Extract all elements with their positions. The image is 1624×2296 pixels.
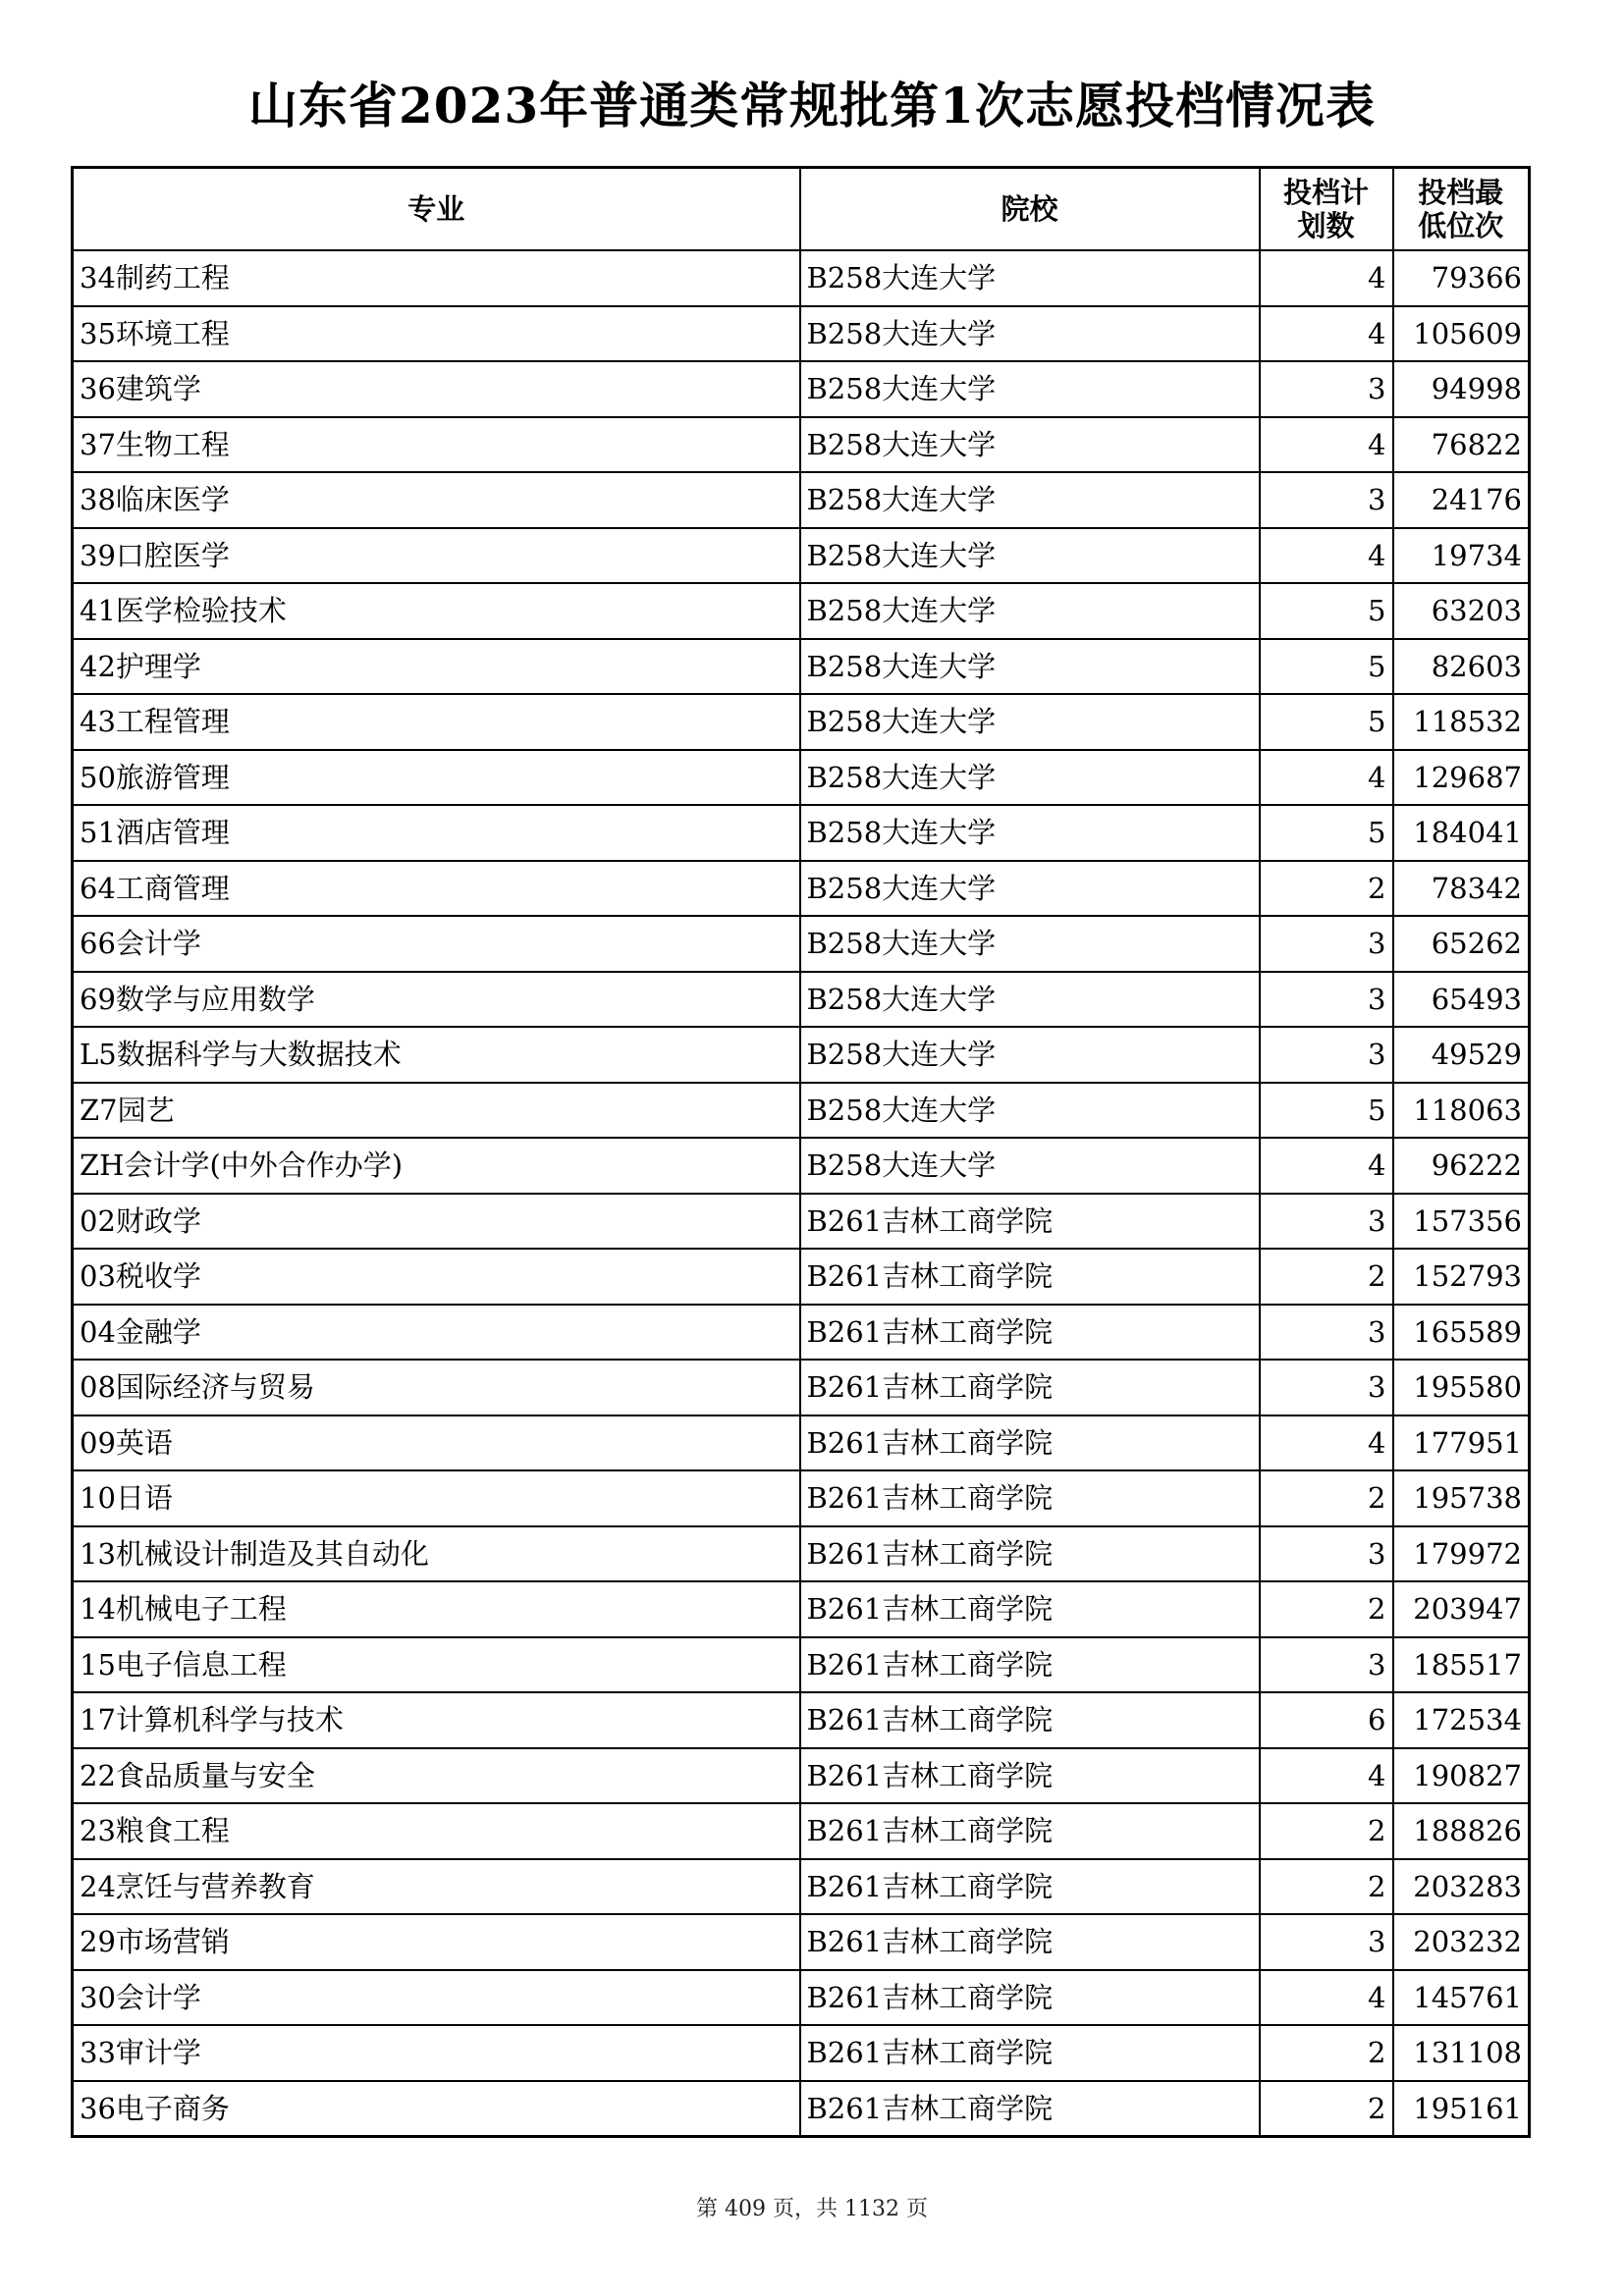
cell-plan: 3 [1260,1637,1393,1693]
cell-plan: 4 [1260,417,1393,473]
cell-rank: 105609 [1393,306,1530,362]
cell-major: 69数学与应用数学 [73,972,800,1028]
cell-school: B258大连大学 [800,361,1260,417]
cell-plan: 5 [1260,1083,1393,1139]
table-row [73,1470,1530,1526]
header-rank [1393,168,1530,251]
cell-school: B261吉林工商学院 [800,1859,1260,1915]
cell-plan: 4 [1260,528,1393,584]
cell-major: 02财政学 [73,1194,800,1250]
header-rank-line1: 投档最 [1418,176,1504,209]
table-row [73,1360,1530,1415]
cell-school: B258大连大学 [800,417,1260,473]
cell-school: B261吉林工商学院 [800,1526,1260,1582]
cell-major: 14机械电子工程 [73,1581,800,1637]
cell-major: 42护理学 [73,639,800,695]
cell-school: B261吉林工商学院 [800,1692,1260,1748]
cell-major: 35环境工程 [73,306,800,362]
page-footer: 第 409 页，共 1132 页 [696,2197,928,2221]
table-row [73,1249,1530,1305]
cell-plan: 2 [1260,1249,1393,1305]
cell-plan: 2 [1260,2081,1393,2137]
cell-major: 04金融学 [73,1305,800,1361]
cell-major: 08国际经济与贸易 [73,1360,800,1415]
cell-school: B258大连大学 [800,472,1260,528]
cell-school: B258大连大学 [800,750,1260,806]
cell-school: B261吉林工商学院 [800,2081,1260,2137]
cell-rank: 65493 [1393,972,1530,1028]
cell-school: B258大连大学 [800,639,1260,695]
table-row [73,2081,1530,2137]
table-row [73,1194,1530,1250]
cell-plan: 3 [1260,472,1393,528]
cell-plan: 2 [1260,1470,1393,1526]
cell-rank: 24176 [1393,472,1530,528]
table-row [73,1138,1530,1194]
cell-plan: 5 [1260,639,1393,695]
cell-major: 23粮食工程 [73,1803,800,1859]
table-row [73,1415,1530,1471]
cell-rank: 190827 [1393,1748,1530,1804]
table-row [73,1526,1530,1582]
cell-major: 09英语 [73,1415,800,1471]
cell-school: B258大连大学 [800,972,1260,1028]
cell-school: B258大连大学 [800,306,1260,362]
cell-school: B261吉林工商学院 [800,1305,1260,1361]
cell-plan: 5 [1260,583,1393,639]
cell-plan: 3 [1260,1914,1393,1970]
cell-major: 24烹饪与营养教育 [73,1859,800,1915]
cell-rank: 203232 [1393,1914,1530,1970]
cell-school: B261吉林工商学院 [800,1803,1260,1859]
cell-school: B261吉林工商学院 [800,1249,1260,1305]
cell-school: B258大连大学 [800,916,1260,972]
cell-major: 10日语 [73,1470,800,1526]
cell-rank: 82603 [1393,639,1530,695]
cell-rank: 129687 [1393,750,1530,806]
cell-school: B261吉林工商学院 [800,1360,1260,1415]
cell-school: B258大连大学 [800,805,1260,861]
cell-plan: 3 [1260,1526,1393,1582]
cell-school: B261吉林工商学院 [800,1581,1260,1637]
cell-rank: 203947 [1393,1581,1530,1637]
table-row [73,1637,1530,1693]
cell-plan: 4 [1260,750,1393,806]
table-row [73,1914,1530,1970]
cell-plan: 3 [1260,916,1393,972]
cell-plan: 2 [1260,1859,1393,1915]
cell-rank: 185517 [1393,1637,1530,1693]
cell-school: B258大连大学 [800,250,1260,306]
cell-plan: 3 [1260,1360,1393,1415]
cell-rank: 172534 [1393,1692,1530,1748]
cell-school: B261吉林工商学院 [800,2025,1260,2081]
cell-major: 36建筑学 [73,361,800,417]
cell-school: B258大连大学 [800,1083,1260,1139]
header-plan-line1: 投档计 [1282,176,1369,209]
cell-rank: 96222 [1393,1138,1530,1194]
admission-table [71,166,1531,2138]
cell-plan: 6 [1260,1692,1393,1748]
table-row [73,250,1530,306]
cell-rank: 177951 [1393,1415,1530,1471]
table-row [73,361,1530,417]
cell-plan: 5 [1260,805,1393,861]
cell-rank: 165589 [1393,1305,1530,1361]
cell-major: 37生物工程 [73,417,800,473]
table-row [73,1692,1530,1748]
cell-major: 43工程管理 [73,694,800,750]
cell-major: 38临床医学 [73,472,800,528]
cell-plan: 4 [1260,306,1393,362]
cell-school: B261吉林工商学院 [800,1470,1260,1526]
table-row [73,1027,1530,1083]
table-row [73,1083,1530,1139]
table-row [73,1970,1530,2026]
header-plan [1260,168,1393,251]
cell-rank: 118532 [1393,694,1530,750]
cell-plan: 4 [1260,1748,1393,1804]
cell-rank: 152793 [1393,1249,1530,1305]
table-row [73,694,1530,750]
cell-plan: 2 [1260,861,1393,917]
table-row [73,417,1530,473]
cell-major: 22食品质量与安全 [73,1748,800,1804]
cell-school: B258大连大学 [800,694,1260,750]
cell-school: B261吉林工商学院 [800,1970,1260,2026]
cell-school: B261吉林工商学院 [800,1637,1260,1693]
cell-rank: 19734 [1393,528,1530,584]
table-row [73,306,1530,362]
cell-major: 13机械设计制造及其自动化 [73,1526,800,1582]
table-row [73,1581,1530,1637]
cell-plan: 5 [1260,694,1393,750]
cell-school: B261吉林工商学院 [800,1194,1260,1250]
cell-major: L5数据科学与大数据技术 [73,1027,800,1083]
cell-rank: 76822 [1393,417,1530,473]
table-row [73,750,1530,806]
cell-plan: 3 [1260,1027,1393,1083]
cell-plan: 4 [1260,1970,1393,2026]
cell-major: ZH会计学(中外合作办学) [73,1138,800,1194]
cell-major: 39口腔医学 [73,528,800,584]
table-row [73,1305,1530,1361]
cell-rank: 195580 [1393,1360,1530,1415]
cell-major: 51酒店管理 [73,805,800,861]
cell-rank: 157356 [1393,1194,1530,1250]
cell-rank: 118063 [1393,1083,1530,1139]
cell-rank: 131108 [1393,2025,1530,2081]
cell-school: B261吉林工商学院 [800,1415,1260,1471]
cell-major: 33审计学 [73,2025,800,2081]
table-row [73,805,1530,861]
cell-major: 03税收学 [73,1249,800,1305]
cell-plan: 2 [1260,2025,1393,2081]
cell-major: 30会计学 [73,1970,800,2026]
cell-major: 66会计学 [73,916,800,972]
cell-rank: 179972 [1393,1526,1530,1582]
cell-major: 50旅游管理 [73,750,800,806]
cell-plan: 2 [1260,1581,1393,1637]
table-row [73,1748,1530,1804]
table-row [73,583,1530,639]
page-title: 山东省2023年普通类常规批第1次志愿投档情况表 [248,77,1376,134]
table-row [73,528,1530,584]
cell-major: 15电子信息工程 [73,1637,800,1693]
table-row [73,972,1530,1028]
cell-rank: 195161 [1393,2081,1530,2137]
table-row [73,1859,1530,1915]
cell-major: 64工商管理 [73,861,800,917]
header-major: 专业 [73,168,800,251]
table-row [73,472,1530,528]
cell-rank: 78342 [1393,861,1530,917]
cell-rank: 49529 [1393,1027,1530,1083]
cell-plan: 2 [1260,1803,1393,1859]
table-row [73,1803,1530,1859]
table-row [73,2025,1530,2081]
table-header-row [73,168,1530,251]
cell-plan: 3 [1260,972,1393,1028]
cell-rank: 188826 [1393,1803,1530,1859]
table-body [73,250,1530,2137]
cell-rank: 203283 [1393,1859,1530,1915]
cell-rank: 195738 [1393,1470,1530,1526]
cell-plan: 3 [1260,361,1393,417]
cell-school: B261吉林工商学院 [800,1748,1260,1804]
header-plan-line2: 划数 [1297,209,1355,242]
cell-rank: 79366 [1393,250,1530,306]
cell-major: Z7园艺 [73,1083,800,1139]
cell-plan: 3 [1260,1305,1393,1361]
cell-rank: 65262 [1393,916,1530,972]
cell-major: 29市场营销 [73,1914,800,1970]
cell-rank: 184041 [1393,805,1530,861]
cell-major: 41医学检验技术 [73,583,800,639]
cell-plan: 4 [1260,250,1393,306]
cell-school: B258大连大学 [800,583,1260,639]
cell-school: B258大连大学 [800,861,1260,917]
table-row [73,639,1530,695]
cell-major: 17计算机科学与技术 [73,1692,800,1748]
cell-plan: 4 [1260,1415,1393,1471]
table-row [73,916,1530,972]
cell-major: 36电子商务 [73,2081,800,2137]
header-rank-line2: 低位次 [1418,209,1504,242]
cell-rank: 63203 [1393,583,1530,639]
cell-rank: 145761 [1393,1970,1530,2026]
cell-school: B261吉林工商学院 [800,1914,1260,1970]
header-school: 院校 [800,168,1260,251]
cell-rank: 94998 [1393,361,1530,417]
table-row [73,861,1530,917]
cell-plan: 3 [1260,1194,1393,1250]
cell-plan: 4 [1260,1138,1393,1194]
cell-school: B258大连大学 [800,1138,1260,1194]
cell-major: 34制药工程 [73,250,800,306]
cell-school: B258大连大学 [800,1027,1260,1083]
cell-school: B258大连大学 [800,528,1260,584]
